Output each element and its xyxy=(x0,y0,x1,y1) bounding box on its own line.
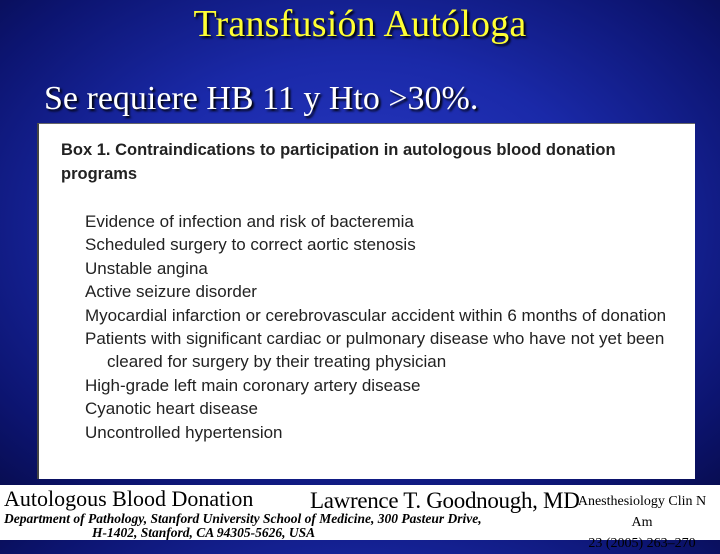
list-item: Scheduled surgery to correct aortic stenosis xyxy=(85,235,416,255)
list-item: Unstable angina xyxy=(85,258,208,278)
footer-journal-citation: 23 (2005) 263–270 xyxy=(588,536,696,551)
list-item: Evidence of infection and risk of bacteremia xyxy=(85,212,414,231)
contraindications-box xyxy=(37,123,695,479)
contraindications-list xyxy=(85,210,685,444)
footer-author: Lawrence T. Goodnough, MD xyxy=(310,488,580,513)
footer-department-line1: Department of Pathology, Stanford University School of Medicine, 300 Pasteur Drive, xyxy=(4,511,482,526)
footer-department xyxy=(4,512,564,540)
list-item: Myocardial infarction or cerebrovascular accident within 6 months of donation xyxy=(85,305,667,325)
slide-subtitle: Se requiere HB 11 y Hto >30%. xyxy=(44,80,479,117)
footer-topic: Autologous Blood Donation xyxy=(4,486,254,511)
list-item: Cyanotic heart disease xyxy=(85,399,258,419)
footer-department-line2: H-1402, Stanford, CA 94305-5626, USA xyxy=(92,525,316,540)
list-item: High-grade left main coronary artery disease xyxy=(85,375,421,395)
list-item: Uncontrolled hypertension xyxy=(85,422,283,442)
footer-journal xyxy=(566,491,718,554)
footer-journal-name: Anesthesiology Clin N Am xyxy=(577,494,707,530)
list-item: Patients with significant cardiac or pulmonary disease who have not yet been cleared for surgery by their treating physician xyxy=(85,329,665,372)
box-heading: Box 1. Contraindications to participation in autologous blood donation programs xyxy=(61,141,616,183)
list-item: Active seizure disorder xyxy=(85,282,257,302)
slide-title: Transfusión Autóloga xyxy=(193,3,527,45)
source-footer xyxy=(0,485,720,551)
